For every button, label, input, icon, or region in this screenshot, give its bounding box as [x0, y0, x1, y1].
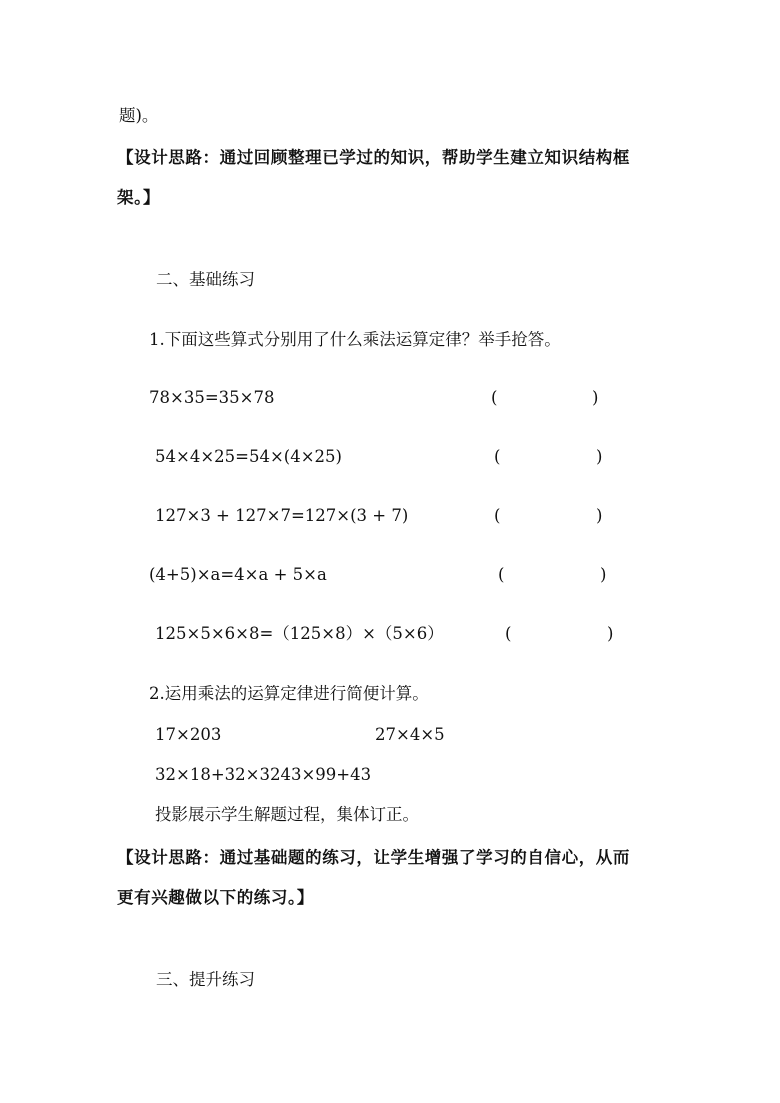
q1-answer-close-paren-2: )	[596, 447, 603, 466]
q1-answer-close-paren-4: )	[600, 565, 607, 584]
q1-answer-open-paren-3: (	[494, 506, 501, 525]
q1-answer-open-paren-5: (	[505, 624, 512, 643]
design-note-1-line-1: 【设计思路：通过回顾整理已学过的知识，帮助学生建立知识结构框	[117, 148, 630, 167]
q1-expression-1: 78×35=35×78	[149, 388, 275, 407]
q1-expression-5: 125×5×6×8=（125×8）×（5×6）	[155, 624, 444, 643]
q1-answer-close-paren-1: )	[592, 388, 599, 407]
q1-answer-open-paren-1: (	[491, 388, 498, 407]
q1-expression-4: (4+5)×a=4×a + 5×a	[149, 565, 327, 584]
design-note-2-line-1: 【设计思路：通过基础题的练习，让学生增强了学习的自信心，从而	[117, 848, 630, 867]
design-note-2-line-2: 更有兴趣做以下的练习。】	[117, 888, 314, 907]
section-heading-advanced-practice: 三、提升练习	[156, 970, 255, 989]
design-note-1-line-2: 架。】	[117, 188, 161, 207]
q1-answer-open-paren-4: (	[498, 565, 505, 584]
q2-problem-1: 17×203	[155, 725, 222, 744]
q1-answer-close-paren-5: )	[607, 624, 614, 643]
q1-answer-open-paren-2: (	[494, 447, 501, 466]
section-heading-basic-practice: 二、基础练习	[156, 270, 255, 289]
q2-problem-2: 27×4×5	[375, 725, 445, 744]
question-2-prompt: 2.运用乘法的运算定律进行简便计算。	[149, 684, 429, 703]
question-1-prompt: 1.下面这些算式分别用了什么乘法运算定律？举手抢答。	[149, 330, 561, 349]
continuation-text: 题)。	[119, 106, 159, 125]
q2-problem-row-2: 32×18+32×3243×99+43	[155, 765, 372, 784]
q1-expression-3: 127×3 + 127×7=127×(3 + 7)	[155, 506, 409, 525]
q1-answer-close-paren-3: )	[596, 506, 603, 525]
q2-followup-text: 投影展示学生解题过程，集体订正。	[155, 805, 419, 824]
q1-expression-2: 54×4×25=54×(4×25)	[155, 447, 342, 466]
